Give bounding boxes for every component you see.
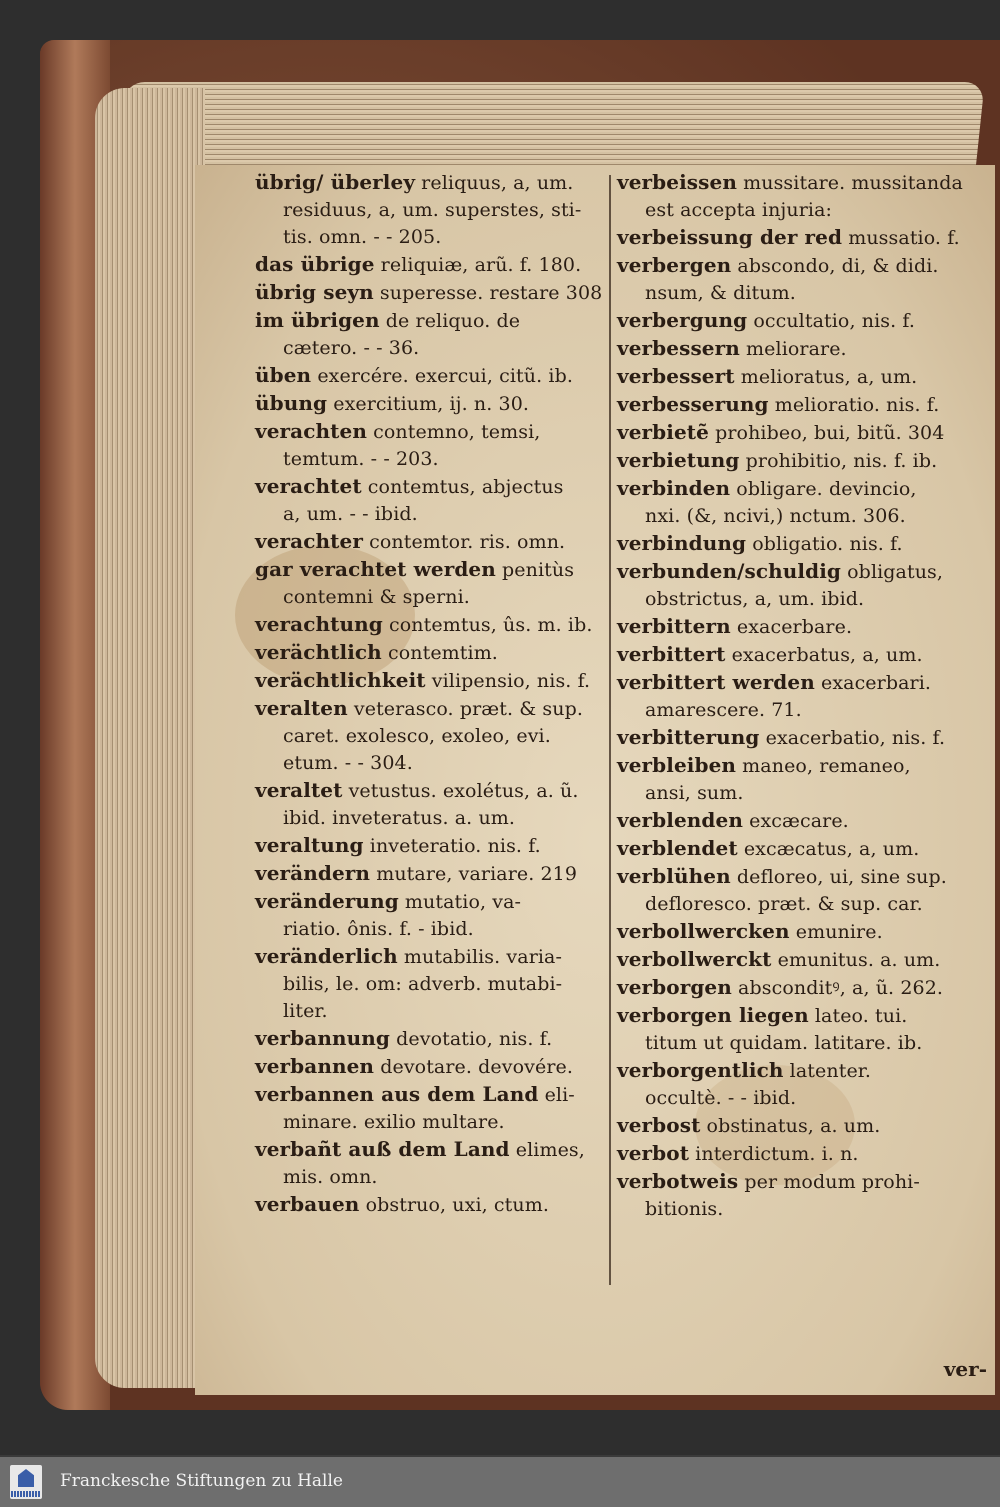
entry-headword: verbleiben bbox=[617, 753, 737, 777]
dictionary-entry-line bbox=[617, 780, 992, 807]
entry-definition: elimes, bbox=[509, 1139, 585, 1161]
entry-definition: devotatio, nis. f. bbox=[389, 1028, 553, 1050]
entry-headword: im übrigen bbox=[255, 308, 380, 332]
entry-definition: occultatio, nis. f. bbox=[747, 310, 915, 332]
entry-headword: verblenden bbox=[617, 808, 743, 832]
dictionary-entry-line bbox=[617, 1112, 992, 1140]
dictionary-entry-line bbox=[617, 807, 992, 835]
dictionary-entry-line bbox=[617, 1002, 992, 1030]
dictionary-entry-line bbox=[617, 586, 992, 613]
dictionary-entry-line bbox=[255, 556, 615, 584]
entry-definition: absconditꝰ, a, ũ. 262. bbox=[731, 977, 944, 999]
dictionary-entry-line bbox=[617, 197, 992, 224]
dictionary-entry-line bbox=[255, 639, 615, 667]
entry-headword: veralten bbox=[255, 696, 348, 720]
dictionary-entry-line bbox=[617, 697, 992, 724]
entry-definition: penitùs bbox=[495, 559, 575, 581]
dictionary-entry-line bbox=[617, 946, 992, 974]
dictionary-entry-line bbox=[255, 611, 615, 639]
dictionary-entry-line bbox=[617, 363, 992, 391]
entry-headword: verbittert bbox=[617, 642, 726, 666]
dictionary-entry-line bbox=[255, 307, 615, 335]
entry-definition: prohibeo, bui, bitũ. 304 bbox=[708, 422, 945, 444]
entry-headword: verbittern bbox=[617, 614, 731, 638]
dictionary-entry-line bbox=[617, 863, 992, 891]
entry-headword: veränderlich bbox=[255, 944, 398, 968]
entry-definition: exercitium, ij. n. 30. bbox=[327, 393, 530, 415]
dictionary-entry-line bbox=[617, 280, 992, 307]
entry-headword: übrig/ überley bbox=[255, 170, 416, 194]
dictionary-entry-line bbox=[255, 1081, 615, 1109]
dictionary-entry-line bbox=[617, 974, 992, 1002]
entry-definition: inveteratio. nis. f. bbox=[363, 835, 541, 857]
entry-definition: abscondo, di, & didi. bbox=[731, 255, 939, 277]
entry-definition: melioratio. nis. f. bbox=[768, 394, 940, 416]
entry-definition: contemni & sperni. bbox=[283, 586, 470, 608]
dictionary-entry-line bbox=[255, 998, 615, 1025]
entry-headword: verächtlich bbox=[255, 640, 382, 664]
page-block-top bbox=[115, 82, 984, 172]
entry-definition: temtum. - - 203. bbox=[283, 448, 439, 470]
dictionary-entry-line bbox=[617, 641, 992, 669]
entry-definition: melioratus, a, um. bbox=[734, 366, 918, 388]
entry-definition: nsum, & ditum. bbox=[645, 282, 796, 304]
entry-definition: mutabilis. varia- bbox=[397, 946, 562, 968]
dictionary-entry-line bbox=[617, 307, 992, 335]
dictionary-entry-line bbox=[617, 224, 992, 252]
entry-definition: obligatus, bbox=[841, 561, 944, 583]
entry-definition: meliorare. bbox=[739, 338, 847, 360]
entry-headword: verbollwercken bbox=[617, 919, 790, 943]
entry-headword: gar verachtet werden bbox=[255, 557, 496, 581]
dictionary-page bbox=[195, 165, 995, 1395]
dictionary-entry-line bbox=[255, 528, 615, 556]
entry-headword: verächtlichkeit bbox=[255, 668, 426, 692]
entry-definition: bilis, le. om: adverb. mutabi- bbox=[283, 973, 563, 995]
entry-definition: latenter. bbox=[783, 1060, 872, 1082]
entry-headword: verbitterung bbox=[617, 725, 760, 749]
entry-definition: mussatio. f. bbox=[842, 227, 960, 249]
entry-definition: contemno, temsi, bbox=[366, 421, 541, 443]
dictionary-entry-line bbox=[617, 1196, 992, 1223]
entry-definition: emunire. bbox=[789, 921, 883, 943]
dictionary-entry-line bbox=[255, 1109, 615, 1136]
dictionary-entry-line bbox=[617, 613, 992, 641]
entry-headword: verbost bbox=[617, 1113, 701, 1137]
dictionary-entry-line bbox=[617, 1030, 992, 1057]
entry-headword: verbergung bbox=[617, 308, 748, 332]
dictionary-entry-line bbox=[617, 1085, 992, 1112]
entry-headword: verbergen bbox=[617, 253, 732, 277]
dictionary-entry-line bbox=[255, 169, 615, 197]
dictionary-entry-line bbox=[617, 1168, 992, 1196]
entry-definition: est accepta injuria: bbox=[645, 199, 833, 221]
entry-definition: exercére. exercui, citũ. ib. bbox=[311, 365, 573, 387]
entry-definition: liter. bbox=[283, 1000, 328, 1022]
entry-definition: devotare. devovére. bbox=[374, 1056, 573, 1078]
dictionary-entry-line bbox=[255, 584, 615, 611]
entry-definition: exacerbatio, nis. f. bbox=[759, 727, 946, 749]
dictionary-entry-line bbox=[255, 197, 615, 224]
dictionary-entry-line bbox=[255, 1025, 615, 1053]
entry-definition: defloreo, ui, sine sup. bbox=[730, 866, 947, 888]
entry-definition: cætero. - - 36. bbox=[283, 337, 420, 359]
entry-headword: verbindung bbox=[617, 531, 747, 555]
entry-definition: contemtor. ris. omn. bbox=[362, 531, 566, 553]
entry-headword: verbietẽ bbox=[617, 420, 709, 444]
entry-headword: veraltet bbox=[255, 778, 343, 802]
entry-definition: mutare, variare. 219 bbox=[370, 863, 578, 885]
entry-headword: verbunden/schuldig bbox=[617, 559, 841, 583]
entry-headword: veränderung bbox=[255, 889, 399, 913]
entry-headword: verbinden bbox=[617, 476, 731, 500]
entry-definition: occultè. - - ibid. bbox=[645, 1087, 797, 1109]
dictionary-entry-line bbox=[617, 724, 992, 752]
entry-definition: obligatio. nis. f. bbox=[746, 533, 903, 555]
entry-headword: verbot bbox=[617, 1141, 690, 1165]
page-block-edge bbox=[95, 88, 205, 1388]
entry-headword: verbessern bbox=[617, 336, 740, 360]
dictionary-entry-line bbox=[617, 1057, 992, 1085]
dictionary-entry-line bbox=[255, 1191, 615, 1219]
entry-definition: etum. - - 304. bbox=[283, 752, 413, 774]
entry-headword: verbannen bbox=[255, 1054, 375, 1078]
entry-definition: minare. exilio multare. bbox=[283, 1111, 505, 1133]
entry-definition: obstruo, uxi, ctum. bbox=[359, 1194, 549, 1216]
entry-definition: exacerbatus, a, um. bbox=[725, 644, 923, 666]
entry-headword: verachtung bbox=[255, 612, 383, 636]
entry-definition: residuus, a, um. superstes, sti- bbox=[283, 199, 582, 221]
entry-headword: veraltung bbox=[255, 833, 364, 857]
entry-headword: üben bbox=[255, 363, 312, 387]
dictionary-entry-line bbox=[255, 224, 615, 251]
dictionary-entry-line bbox=[617, 918, 992, 946]
entry-definition: superesse. restare 308 bbox=[373, 282, 603, 304]
dictionary-entry-line bbox=[617, 669, 992, 697]
entry-definition: mutatio, va- bbox=[398, 891, 522, 913]
entry-definition: bitionis. bbox=[645, 1198, 724, 1220]
entry-definition: defloresco. præt. & sup. car. bbox=[645, 893, 923, 915]
entry-headword: verachter bbox=[255, 529, 363, 553]
entry-definition: titum ut quidam. latitare. ib. bbox=[645, 1032, 923, 1054]
entry-definition: obstrictus, a, um. ibid. bbox=[645, 588, 865, 610]
entry-definition: a, um. - - ibid. bbox=[283, 503, 418, 525]
entry-definition: veterasco. præt. & sup. bbox=[347, 698, 583, 720]
entry-headword: verbeissung der red bbox=[617, 225, 843, 249]
logo-lettering bbox=[11, 1491, 41, 1497]
institution-name: Franckesche Stiftungen zu Halle bbox=[60, 1471, 343, 1491]
entry-definition: contemtim. bbox=[381, 642, 498, 664]
entry-headword: verbañt auß dem Land bbox=[255, 1137, 510, 1161]
dictionary-entry-line bbox=[255, 777, 615, 805]
dictionary-entry-line bbox=[255, 446, 615, 473]
entry-headword: verblendet bbox=[617, 836, 738, 860]
entry-headword: verborgentlich bbox=[617, 1058, 784, 1082]
dictionary-entry-line bbox=[255, 251, 615, 279]
dictionary-entry-line bbox=[255, 1053, 615, 1081]
dictionary-entry-line bbox=[255, 1164, 615, 1191]
entry-headword: das übrige bbox=[255, 252, 375, 276]
entry-headword: übrig seyn bbox=[255, 280, 374, 304]
dictionary-entry-line bbox=[255, 473, 615, 501]
dictionary-entry-line bbox=[255, 335, 615, 362]
entry-headword: verbessert bbox=[617, 364, 735, 388]
dictionary-entry-line bbox=[255, 390, 615, 418]
entry-headword: verbotweis bbox=[617, 1169, 739, 1193]
entry-definition: excæcare. bbox=[742, 810, 849, 832]
entry-definition: reliquus, a, um. bbox=[415, 172, 574, 194]
entry-definition: prohibitio, nis. f. ib. bbox=[739, 450, 938, 472]
entry-definition: reliquiæ, arũ. f. 180. bbox=[374, 254, 582, 276]
dictionary-entry-line bbox=[617, 447, 992, 475]
catchword: ver- bbox=[943, 1357, 987, 1381]
right-column bbox=[617, 169, 992, 1223]
dictionary-entry-line bbox=[617, 419, 992, 447]
dictionary-entry-line bbox=[255, 501, 615, 528]
entry-definition: riatio. ônis. f. - ibid. bbox=[283, 918, 474, 940]
dictionary-entry-line bbox=[255, 418, 615, 446]
entry-definition: mis. omn. bbox=[283, 1166, 378, 1188]
dictionary-entry-line bbox=[255, 805, 615, 832]
dictionary-entry-line bbox=[255, 667, 615, 695]
entry-definition: exacerbare. bbox=[730, 616, 853, 638]
entry-headword: verborgen liegen bbox=[617, 1003, 809, 1027]
dictionary-entry-line bbox=[617, 752, 992, 780]
dictionary-entry-line bbox=[255, 362, 615, 390]
entry-definition: emunitus. a. um. bbox=[771, 949, 941, 971]
dictionary-entry-line bbox=[617, 503, 992, 530]
entry-headword: übung bbox=[255, 391, 328, 415]
entry-headword: verblühen bbox=[617, 864, 731, 888]
entry-definition: ibid. inveteratus. a. um. bbox=[283, 807, 516, 829]
dictionary-entry-line bbox=[255, 750, 615, 777]
entry-headword: verborgen bbox=[617, 975, 732, 999]
dictionary-entry-line bbox=[617, 530, 992, 558]
entry-definition: exacerbari. bbox=[814, 672, 932, 694]
entry-headword: verändern bbox=[255, 861, 371, 885]
dictionary-entry-line bbox=[255, 279, 615, 307]
entry-headword: verachten bbox=[255, 419, 367, 443]
entry-definition: contemtus, ûs. m. ib. bbox=[382, 614, 593, 636]
dictionary-entry-line bbox=[255, 723, 615, 750]
entry-definition: amarescere. 71. bbox=[645, 699, 802, 721]
dictionary-entry-line bbox=[617, 391, 992, 419]
dictionary-entry-line bbox=[617, 169, 992, 197]
institution-logo bbox=[10, 1465, 42, 1499]
entry-headword: verbollwerckt bbox=[617, 947, 772, 971]
dictionary-entry-line bbox=[617, 1140, 992, 1168]
entry-definition: excæcatus, a, um. bbox=[737, 838, 920, 860]
dictionary-entry-line bbox=[617, 891, 992, 918]
dictionary-entry-line bbox=[617, 475, 992, 503]
entry-definition: nxi. (&, ncivi,) nctum. 306. bbox=[645, 505, 906, 527]
left-column bbox=[255, 169, 615, 1219]
entry-definition: vilipensio, nis. f. bbox=[425, 670, 591, 692]
dictionary-entry-line bbox=[255, 971, 615, 998]
entry-definition: tis. omn. - - 205. bbox=[283, 226, 442, 248]
entry-definition: de reliquo. de bbox=[379, 310, 521, 332]
entry-headword: verbittert werden bbox=[617, 670, 815, 694]
entry-definition: maneo, remaneo, bbox=[736, 755, 911, 777]
entry-headword: verbietung bbox=[617, 448, 740, 472]
entry-definition: per modum prohi- bbox=[738, 1171, 920, 1193]
entry-definition: lateo. tui. bbox=[808, 1005, 908, 1027]
entry-definition: ansi, sum. bbox=[645, 782, 744, 804]
dictionary-entry-line bbox=[617, 335, 992, 363]
building-icon bbox=[18, 1469, 34, 1487]
entry-headword: verbannung bbox=[255, 1026, 390, 1050]
dictionary-entry-line bbox=[255, 916, 615, 943]
entry-headword: verachtet bbox=[255, 474, 362, 498]
entry-definition: mussitare. mussitanda bbox=[736, 172, 963, 194]
dictionary-entry-line bbox=[255, 695, 615, 723]
entry-definition: obstinatus, a. um. bbox=[700, 1115, 881, 1137]
dictionary-entry-line bbox=[255, 888, 615, 916]
entry-definition: contemtus, abjectus bbox=[361, 476, 564, 498]
entry-headword: verbauen bbox=[255, 1192, 360, 1216]
entry-definition: caret. exolesco, exoleo, evi. bbox=[283, 725, 551, 747]
dictionary-entry-line bbox=[255, 860, 615, 888]
footer-bar bbox=[0, 1457, 1000, 1507]
dictionary-entry-line bbox=[255, 832, 615, 860]
dictionary-entry-line bbox=[255, 1136, 615, 1164]
dictionary-entry-line bbox=[617, 252, 992, 280]
entry-headword: verbesserung bbox=[617, 392, 769, 416]
dictionary-entry-line bbox=[617, 835, 992, 863]
entry-definition: interdictum. i. n. bbox=[689, 1143, 859, 1165]
entry-definition: obligare. devincio, bbox=[730, 478, 917, 500]
entry-headword: verbeissen bbox=[617, 170, 737, 194]
dictionary-entry-line bbox=[617, 558, 992, 586]
dictionary-entry-line bbox=[255, 943, 615, 971]
entry-headword: verbannen aus dem Land bbox=[255, 1082, 539, 1106]
entry-definition: vetustus. exolétus, a. ũ. bbox=[342, 780, 579, 802]
entry-definition: eli- bbox=[538, 1084, 575, 1106]
